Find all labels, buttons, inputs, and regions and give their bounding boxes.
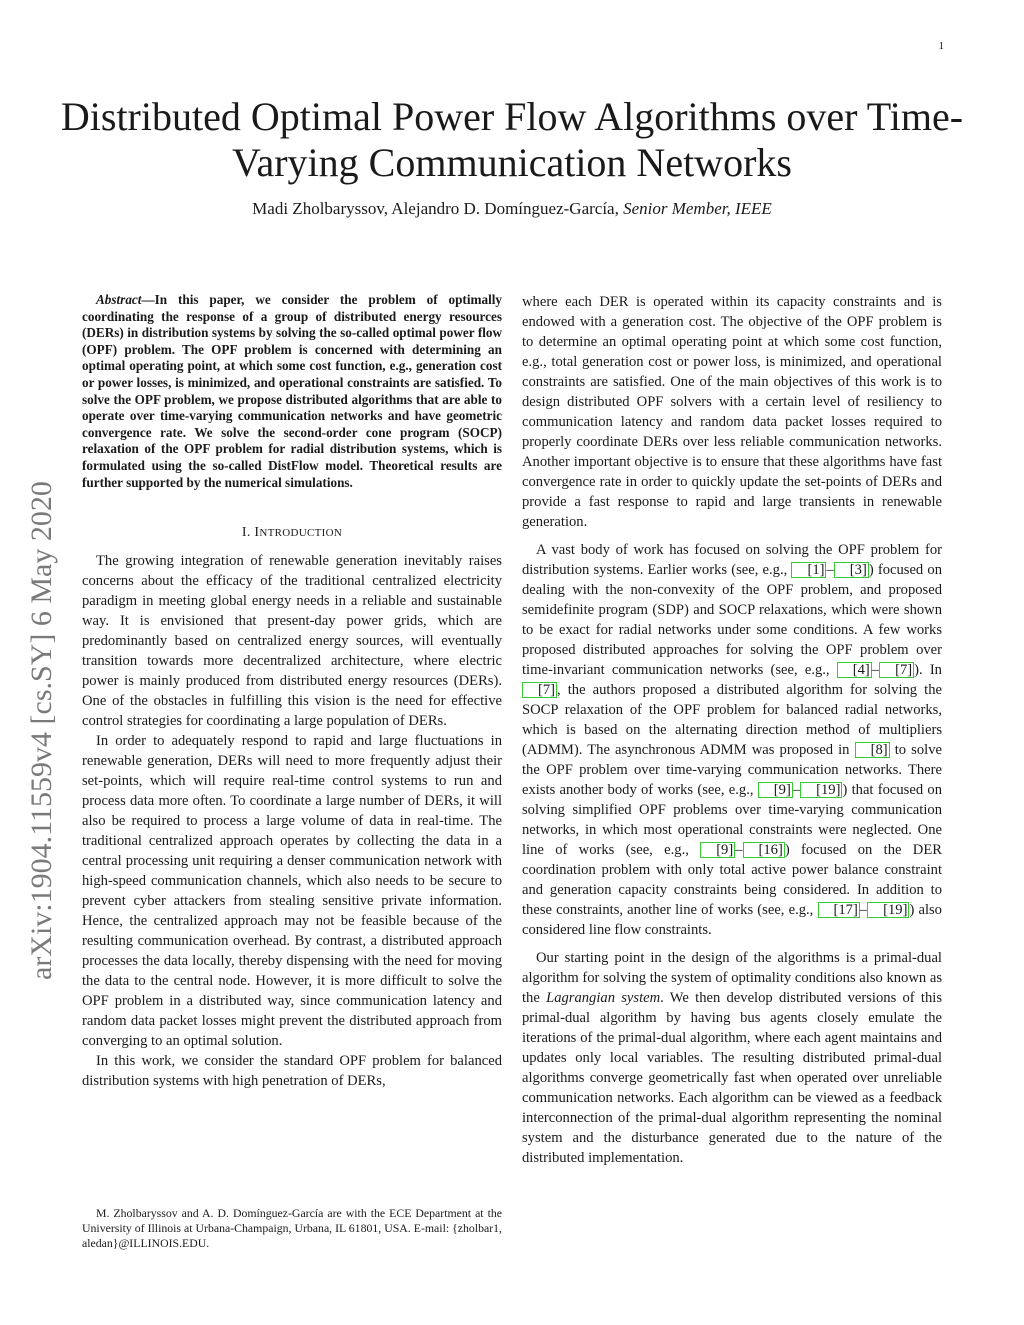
right-paragraph-3 — [522, 948, 942, 1168]
paper-title: Distributed Optimal Power Flow Algorithms over Time-Varying Communication Networks — [60, 94, 964, 185]
right-paragraph-2 — [522, 540, 942, 940]
intro-paragraph-1: The growing integration of renewable generation inevitably raises concerns about the efficacy of the traditional centralized electricity paradigm in meeting global energy needs in a reliable and sustainable way. It is envisioned that present-day power grids, which are predominantly based on centralized energy sources, will eventually transition towards more decentralized architecture, where electric power is mainly produced from distributed energy resources (DERs). One of the obstacles in fulfilling this vision is the need for effective control strategies for coordinating a large population of DERs. — [82, 553, 502, 730]
section-numeral: I. — [241, 525, 255, 541]
affiliation-footnote — [82, 1206, 502, 1251]
text-run: ) focused on the DER coordination problem with only total active power balance constraint and generation capacity constraints being considered. In addition to these constraints, another line of works (see, e.g., — [522, 842, 942, 918]
right-paragraph-1: where each DER is operated within its capacity constraints and is endowed with a generation cost. The objective of the OPF problem is to determine an optimal operating point at which some cost function, e.g., total generation cost or power loss, is minimized, and operational constraints are satisfied. One of the main objectives of this work is to design distributed OPF solvers with a certain level of resiliency to communication latency and random data packet losses required to properly coordinate DERs over less reliable communication networks. Another important objective is to ensure that these algorithms have fast convergence rate in order to quickly update the set-points of DERs and provide a fast response to rapid and large transients in renewable generation. — [522, 294, 942, 530]
citation-link[interactable]: [1] — [791, 562, 826, 578]
citation-link[interactable]: [19] — [800, 782, 842, 798]
citation-link[interactable]: [9] — [700, 842, 735, 858]
citation-link[interactable]: [7] — [879, 662, 914, 678]
citation-link[interactable]: [9] — [758, 782, 793, 798]
arxiv-identifier-stamp: arXiv:1904.11559v4 [cs.SY] 6 May 2020 — [25, 481, 58, 980]
text-run: – — [871, 662, 880, 678]
citation-link[interactable]: [4] — [837, 662, 872, 678]
section-initial: I — [254, 525, 260, 541]
intro-paragraph-3: In this work, we consider the standard OPF problem for balanced distribution systems with high penetration of DERs, — [82, 1053, 502, 1090]
abstract-label: Abstract — [96, 292, 142, 307]
intro-paragraph-2: In order to adequately respond to rapid and large fluctuations in renewable generation, DERs will need to more frequently adjust their set-points, which will require real-time control systems to run and process data more often. To coordinate a large number of DERs, it will also be required to process a large volume of data in real-time. The traditional centralized approach operates by collecting the data in a central processing unit requiring a denser communication network with high-speed communication channels, which also needs to be secure to prevent cyber attackers from stealing sensitive private information. Hence, the centralized approach may not be feasible because of the resulting communication overhead. By contrast, a distributed approach processes the data locally, thereby dispensing with the need for moving the data to the central node. However, it is more difficult to solve the OPF problem in a distributed way, since communication latency and random data packet losses might prevent the distributed approach from converging to an optimal solution. — [82, 733, 502, 1050]
citation-link[interactable]: [7] — [522, 682, 557, 698]
citation-link[interactable]: [3] — [834, 562, 869, 578]
right-column — [522, 292, 942, 1168]
page-number: 1 — [938, 40, 944, 52]
text-run: ) focused on dealing with the non-convexity of the OPF problem, and proposed semidefinite program (SDP) and SOCP relaxations, which were shown to be exact for radial networks under some conditions. A few works proposed distributed approaches for solving the OPF problem over time-invariant communication networks (see, e.g., — [522, 562, 942, 678]
text-run: – — [859, 902, 868, 918]
citation-link[interactable]: [17] — [818, 902, 860, 918]
text-run: ) also considered line flow constraints. — [522, 902, 942, 938]
author-membership: Senior Member, IEEE — [623, 199, 772, 218]
citation-link[interactable]: [8] — [855, 742, 890, 758]
text-run: Our starting point in the design of the algorithms is a primal-dual algorithm for solving the system of optimality conditions also known as the — [522, 950, 942, 1006]
text-run: – — [826, 562, 834, 578]
footnote-text: M. Zholbaryssov and A. D. Domínguez-García are with the ECE Department at the University of Illinois at Urbana-Champaign, Urbana, IL 61801, USA. E-mail: {zholbar1, aledan}@ILLINOIS.EDU. — [82, 1206, 502, 1250]
left-column — [82, 292, 502, 1091]
text-run: to solve the OPF problem over time-varying communication networks. There exists another body of works (see, e.g., — [522, 742, 942, 798]
citation-link[interactable]: [19] — [867, 902, 909, 918]
text-run: – — [735, 842, 743, 858]
text-run: – — [792, 782, 801, 798]
abstract-dash: — — [141, 292, 155, 307]
text-run: A vast body of work has focused on solving the OPF problem for distribution systems. Earlier works (see, e.g., — [522, 542, 942, 578]
citation-link[interactable]: [16] — [743, 842, 785, 858]
abstract — [82, 292, 502, 491]
author-names: Madi Zholbaryssov, Alejandro D. Domínguez-García, — [252, 199, 624, 218]
author-line — [60, 198, 964, 220]
section-title-rest: NTRODUCTION — [259, 527, 343, 540]
section-heading-introduction — [82, 523, 502, 543]
emphasized-term: Lagrangian system — [546, 990, 661, 1006]
text-run: , the authors proposed a distributed algorithm for solving the SOCP relaxation of the OPF problem for balanced radial networks, which is based on the alternating direction method of multipliers (ADMM). The asynchronous ADMM was proposed in — [522, 682, 942, 758]
abstract-text: In this paper, we consider the problem of optimally coordinating the response of a group of distributed energy resources (DERs) in distribution systems by solving the so-called optimal power flow (OPF) problem. The OPF problem is concerned with determining an optimal operating point, at which some cost function, e.g., generation cost or power losses, is minimized, and operational constraints are satisfied. To solve the OPF problem, we propose distributed algorithms that are able to operate over time-varying communication networks and have geometric convergence rate. We solve the second-order cone program (SOCP) relaxation of the OPF problem for radial distribution systems, which is formulated using the so-called DistFlow model. Theoretical results are further supported by the numerical simulations. — [82, 292, 502, 490]
text-run: . We then develop distributed versions of this primal-dual algorithm by having bus agents closely emulate the iterations of the primal-dual algorithm, where each agent maintains and updates only local variables. The resulting distributed primal-dual algorithms converge geometrically fast when operated over unreliable communication networks. Each algorithm can be viewed as a feedback interconnection of the primal-dual algorithm representing the nominal system and the disturbance generated due to the nature of the distributed implementation. — [522, 990, 942, 1166]
text-run: ) that focused on solving simplified OPF problems over time-varying communication networks, in which most operational constraints were neglected. One line of works (see, e.g., — [522, 782, 942, 858]
text-run: ). In — [914, 662, 942, 678]
